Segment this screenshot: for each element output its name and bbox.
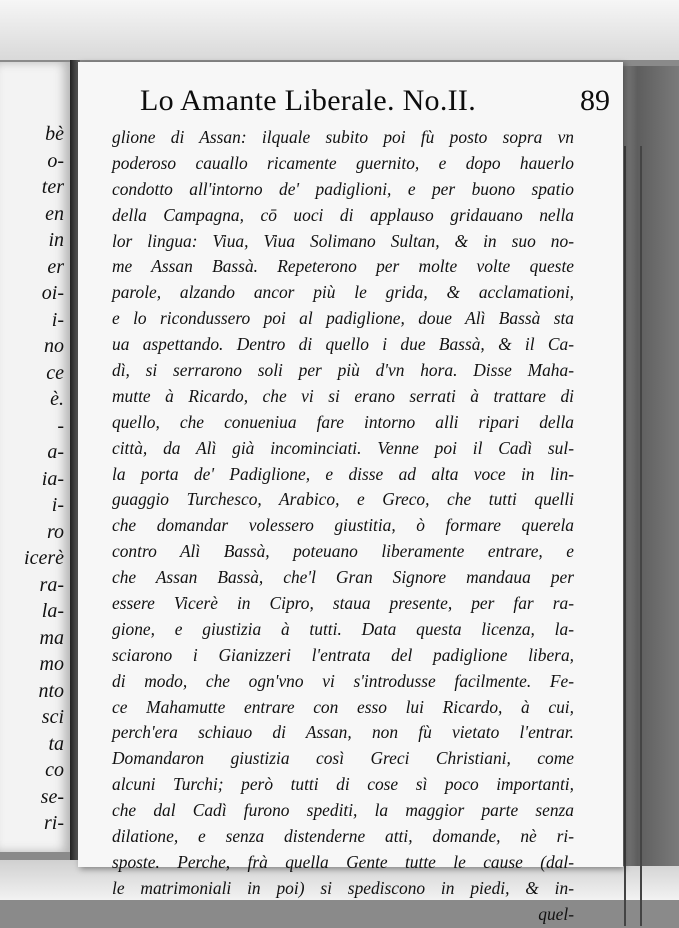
text-line: che Assan Bassà, che'l Gran Signore mandaua per: [112, 567, 574, 588]
text-line: mutte à Ricardo, che vi si erano serrati à trattare di: [112, 385, 574, 406]
left-page-fragment: oi-: [41, 282, 64, 304]
left-page-fragment: icerè: [24, 547, 64, 569]
left-page-fragment: en: [45, 202, 64, 225]
left-page-fragment: bè: [45, 123, 64, 145]
left-page-fragment: in: [48, 229, 64, 251]
text-line: della Campagna, cō uoci di applauso gridauano nella: [112, 204, 574, 225]
text-line: parole, alzando ancor più le grida, & acclamationi,: [112, 282, 574, 303]
left-page-fragment: ter: [41, 176, 64, 198]
text-line: quel-: [538, 903, 574, 924]
text-line: che dal Cadì furono spediti, la maggior parte senza: [112, 800, 574, 821]
page-edge-line: [640, 146, 642, 926]
text-line: me Assan Bassà. Repeterono per molte volte queste: [112, 256, 574, 277]
scan-background-top: [0, 0, 679, 60]
left-page-fragment: a-: [47, 441, 64, 463]
left-page-fragment: ce: [46, 361, 64, 384]
left-page-fragment: ia-: [41, 467, 64, 490]
text-line: Domandaron giustizia così Greci Christiani, come: [112, 748, 574, 769]
text-line: sposte. Perche, frà quella Gente tutte le cause (dal-: [112, 851, 574, 872]
left-page-fragment: è.: [50, 388, 64, 410]
right-page: [78, 62, 623, 924]
left-page-fragment: se-: [40, 785, 64, 808]
text-line: perch'era schiauo di Assan, non fù vietato l'entrar.: [112, 722, 574, 743]
left-page-fragment: la-: [41, 600, 64, 622]
text-line: dì, si serrarono soli per più d'vn hora. Disse Maha-: [112, 360, 574, 381]
left-page-fragment: ma: [39, 626, 64, 649]
left-page-fragment: i-: [51, 308, 64, 331]
left-page: [0, 62, 72, 852]
text-line: essere Vicerè in Cipro, staua presente, per far ra-: [112, 593, 574, 614]
text-line: la porta de' Padiglione, e disse ad alta voce in lin-: [112, 463, 574, 484]
page-number: 89: [580, 84, 610, 117]
running-head: [140, 84, 610, 124]
text-line: guaggio Turchesco, Arabico, e Greco, che tutti quelli: [112, 489, 574, 510]
running-head-title: Lo Amante Liberale. No.II.: [140, 84, 477, 117]
text-line: condotto all'intorno de' padiglioni, e per buono spatio: [112, 178, 574, 199]
left-page-fragment: i-: [51, 494, 64, 516]
left-page-fragment: o-: [47, 149, 64, 172]
left-page-fragment: ri-: [44, 812, 64, 834]
left-page-fragment: nto: [38, 679, 64, 702]
text-line: e lo ricondussero poi al padiglione, doue Alì Bassà sta: [112, 308, 574, 329]
text-line: sciarono i Gianizzeri l'entrata del padiglione libera,: [112, 644, 574, 665]
text-line: alcuni Turchi; però tutti di cose sì poco importanti,: [112, 774, 574, 795]
left-page-fragment: ro: [46, 520, 64, 543]
text-line: gione, e giustizia à tutti. Data questa licenza, la-: [112, 618, 574, 639]
left-page-fragment: -: [57, 414, 64, 437]
text-line: di modo, che ogn'vno vi s'introdusse facilmente. Fe-: [112, 670, 574, 691]
text-line: dilatione, e senza distenderne atti, domande, nè ri-: [112, 826, 574, 847]
left-page-fragment: sci: [41, 706, 64, 728]
text-line: quello, che conueniua fare intorno alli ripari della: [112, 411, 574, 432]
left-page-fragment: er: [47, 255, 64, 278]
text-line: ua aspettando. Dentro di quello i due Bassà, & il Ca-: [112, 334, 574, 355]
body-text: [112, 125, 574, 928]
text-line: le matrimoniali in poi) si spediscono in piedi, & in-: [112, 877, 574, 898]
text-line: contro Alì Bassà, poteuano liberamente entrare, e: [112, 541, 574, 562]
text-line: città, da Alì già incominciati. Venne poi il Cadì sul-: [112, 437, 574, 458]
text-line: che domandar volessero giustitia, ò formare querela: [112, 515, 574, 536]
left-page-fragment: no: [44, 335, 64, 357]
text-line: glione di Assan: ilquale subito poi fù posto sopra vn: [112, 127, 574, 147]
page-edge-line: [624, 146, 626, 926]
text-line: poderoso cauallo ricamente guernito, e dopo hauerlo: [112, 152, 574, 173]
left-page-fragment: mo: [39, 653, 64, 675]
left-page-fragment: ra-: [39, 573, 64, 596]
text-line: ce Mahamutte entrare con esso lui Ricardo, à cui,: [112, 696, 574, 717]
left-page-fragment: co: [45, 759, 64, 781]
left-page-fragment: ta: [48, 732, 64, 755]
text-line: lor lingua: Viua, Viua Solimano Sultan, & in suo no-: [112, 230, 574, 251]
